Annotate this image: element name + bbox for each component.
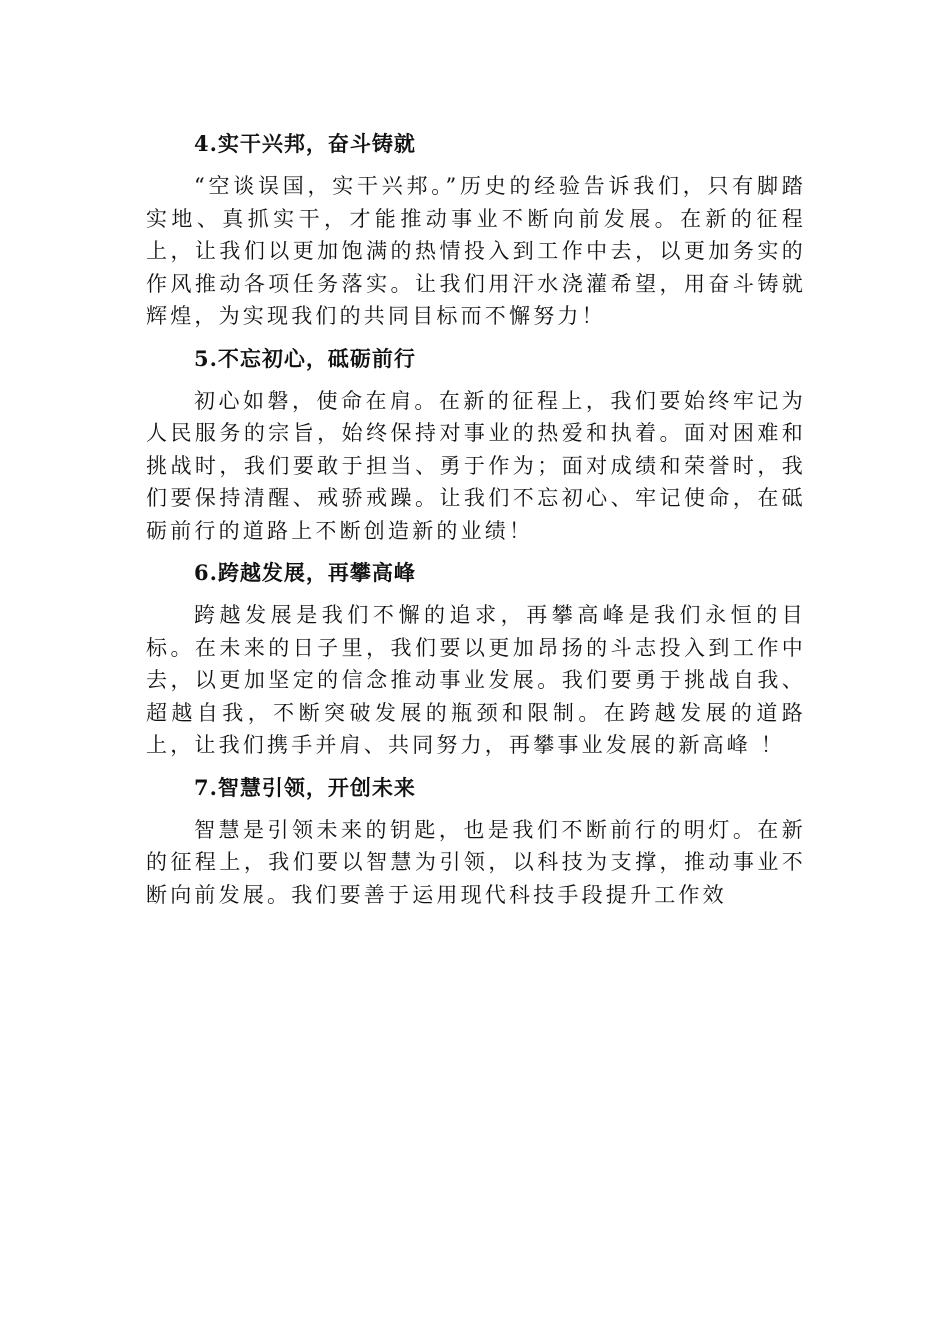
document-body [146,118,806,911]
section-heading: 7.智慧引领，开创未来 [194,774,416,800]
section-heading: 4.实干兴邦，奋斗铸就 [194,131,416,156]
section-heading: 5.不忘初心，砥砺前行 [194,345,416,371]
section-paragraph: 智慧是引领未来的钥匙，也是我们不断前行的明灯。在新的征程上，我们要以智慧为引领，以科技为支撑，推动事业不断向前发展。我们要善于运用现代科技手段提升工作效 [146,817,806,907]
section-heading: 6.跨越发展，再攀高峰 [194,560,416,585]
section-paragraph: 跨越发展是我们不懈的追求，再攀高峰是我们永恒的目标。在未来的日子里，我们要以更加昂扬的斗志投入到工作中去，以更加坚定的信念推动事业发展。我们要勇于挑战自我、超越自我，不断突破发展的瓶颈和限制。在跨越发展的道路上，让我们携手并肩、共同努力，再攀事业发展的新高峰 ！ [146,603,806,757]
section-paragraph: “空谈误国，实干兴邦。”历史的经验告诉我们，只有脚踏实地、真抓实干，才能推动事业不断向前发展。在新的征程上，让我们以更加饱满的热情投入到工作中去，以更加务实的作风推动各项任务落实。让我们用汗水浇灌希望，用奋斗铸就辉煌，为实现我们的共同目标而不懈努力！ [146,174,806,328]
section-paragraph: 初心如磐，使命在肩。在新的征程上，我们要始终牢记为人民服务的宗旨，始终保持对事业的热爱和执着。面对困难和挑战时，我们要敢于担当、勇于作为；面对成绩和荣誉时，我们要保持清醒、戒骄戒躁。让我们不忘初心、牢记使命，在砥砺前行的道路上不断创造新的业绩！ [146,388,806,543]
